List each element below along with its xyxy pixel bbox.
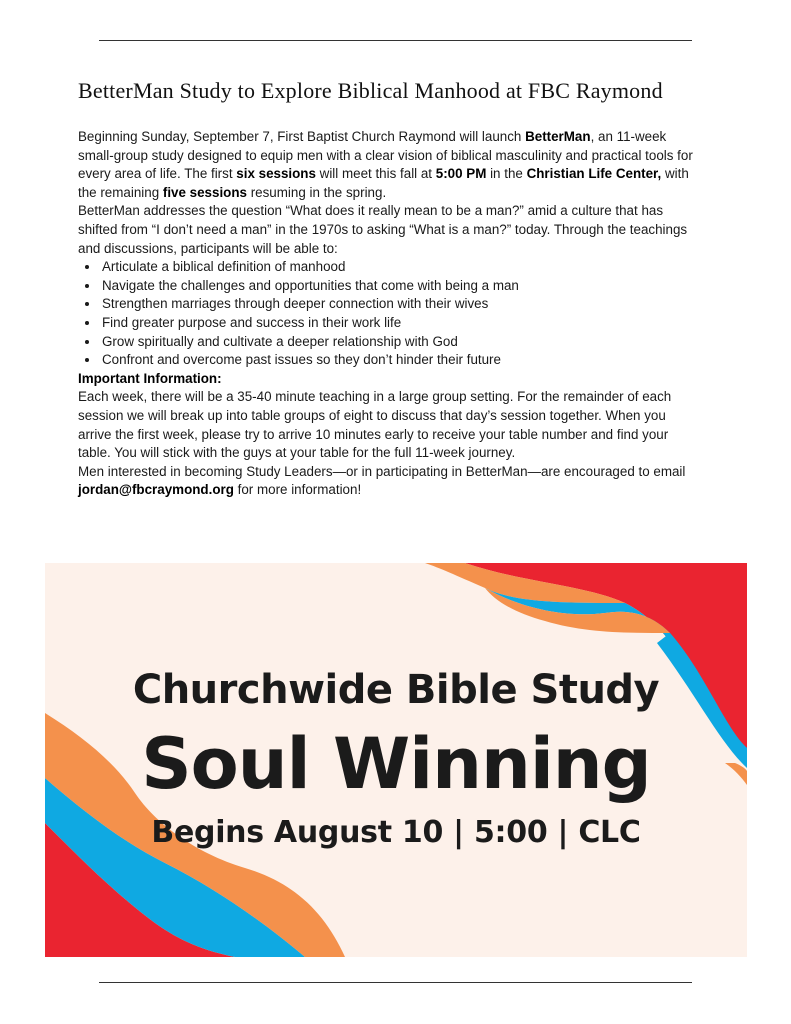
outcomes-list [78, 258, 698, 370]
important-heading: Important Information: [78, 370, 222, 386]
banner-subtitle: Churchwide Bible Study [132, 667, 660, 713]
bible-study-banner [45, 563, 747, 957]
intro-text-6: resuming in the spring. [246, 184, 387, 200]
spring-sessions-count: five sessions [162, 184, 247, 200]
list-item: • Confront and overcome past issues so they don’t hinder their future [100, 351, 698, 370]
intro-text-2: , an 11-week small-group study designed to equip men with a clear vision of biblical masculinity and practical tools for every area of life. The first [78, 129, 693, 182]
banner-date-time-location: Begins August 10 | 5:00 | CLC [151, 815, 641, 850]
top-divider [99, 40, 692, 41]
contact-paragraph [78, 463, 698, 500]
intro-text-1: Beginning Sunday, September 7, First Baptist Church Raymond will launch [78, 129, 526, 144]
list-item: • Navigate the challenges and opportunities that come with being a man [100, 277, 698, 296]
list-item: • Find greater purpose and success in their work life [100, 314, 698, 333]
article-body [78, 128, 698, 500]
intro-text-3: will meet this fall at [315, 166, 436, 182]
fall-sessions-count: six sessions [236, 166, 316, 182]
intro-paragraph [78, 128, 698, 202]
details-paragraph: Each week, there will be a 35-40 minute teaching in a large group setting. For the remainder of each session we will break up into table groups of eight to discuss that day’s session together. When you arrive the first week, please try to arrive 10 minutes early to receive your table number and find your table. You will stick with the guys at your table for the full 11-week journey. [78, 389, 672, 461]
list-item: • Articulate a biblical definition of manhood [100, 258, 698, 277]
banner-title: Soul Winning [141, 723, 651, 805]
question-paragraph: BetterMan addresses the question “What does it really mean to be a man?” amid a culture that has shifted from “I don’t need a man” in the 1970s to asking “What is a man?” today. Through the teachings and discussions, participants will be able to: [78, 203, 688, 256]
list-item: • Strengthen marriages through deeper connection with their wives [100, 295, 698, 314]
contact-text-2: for more information! [233, 482, 362, 498]
intro-text-5: with the remaining [78, 166, 689, 200]
contact-text-1: Men interested in becoming Study Leaders—or in participating in BetterMan—are encouraged to email [78, 463, 686, 479]
article-title: BetterMan Study to Explore Biblical Manhood at FBC Raymond [78, 78, 663, 103]
session-time: 5:00 PM [435, 166, 487, 182]
intro-text-4: in the [486, 166, 527, 182]
bottom-divider [99, 982, 692, 983]
list-item: • Grow spiritually and cultivate a deeper relationship with God [100, 333, 698, 352]
session-location: Christian Life Center, [526, 166, 662, 182]
program-name: BetterMan [525, 129, 591, 144]
contact-email-link[interactable]: jordan@fbcraymond.org [78, 482, 234, 498]
